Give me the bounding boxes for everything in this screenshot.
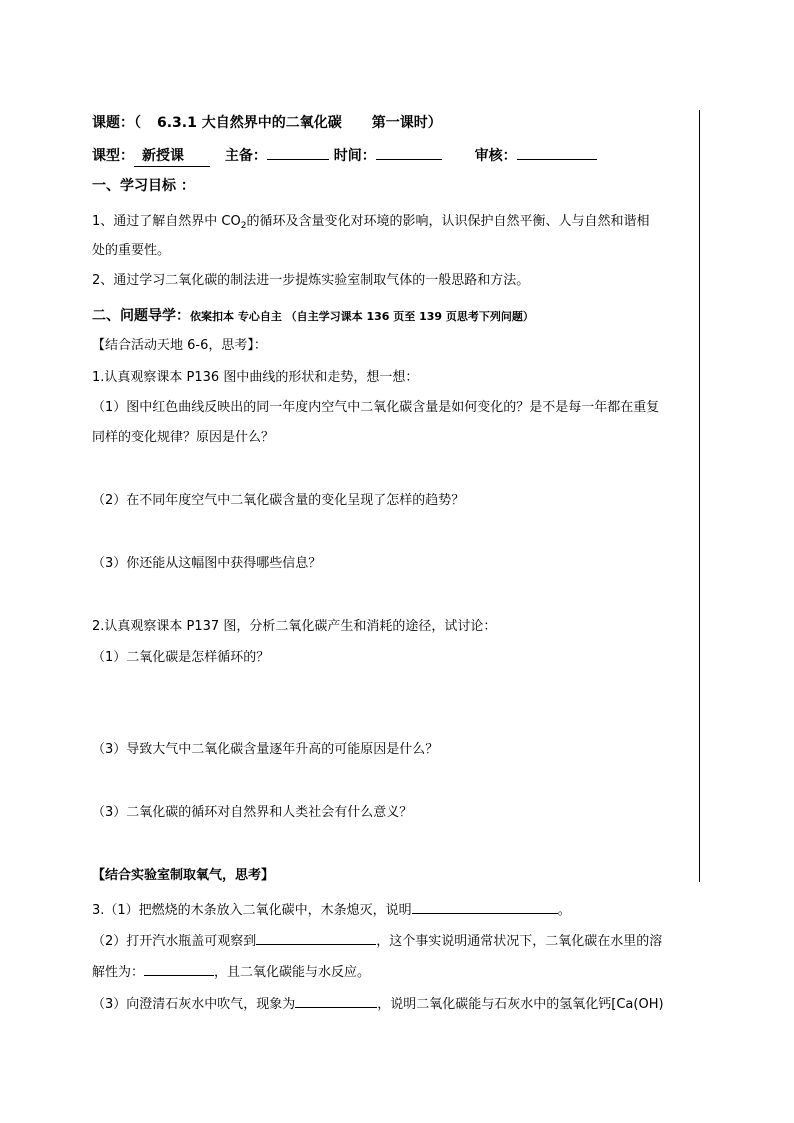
question-2-1: （1）二氧化碳是怎样循环的？ (92, 650, 270, 665)
goal2-line: 2、通过学习二氧化碳的制法进一步提炼实验室制取气体的一般思路和方法。 (92, 273, 530, 288)
section2-heading: 二、问题导学： (92, 308, 190, 324)
course-meta-line (92, 144, 597, 167)
question-1-1-cont: 同样的变化规律？原因是什么？ (92, 430, 275, 445)
author-label: 主备： (224, 148, 267, 164)
question-1-1: （1）图中红色曲线反映出的同一年度内空气中二氧化碳含量是如何变化的？是不是每一年都在重复 (92, 400, 660, 415)
goal1-line: 1、通过了解自然界中 $CO_2$的循环及含量变化对环境的影响，认识保护自然平衡、人与自然和谐相 (92, 214, 650, 231)
question-2: 2.认真观察课本 P137 图，分析二氧化碳产生和消耗的途径，试讨论： (92, 619, 497, 634)
question-1-3: （3）你还能从这幅图中获得哪些信息？ (92, 556, 322, 571)
course-lesson: 第一课时） (371, 115, 442, 131)
review-label: 审核： (474, 148, 517, 164)
course-title-line (92, 113, 442, 133)
course-code: 6.3.1 (157, 115, 197, 131)
goal1-line-cont: 处的重要性。 (92, 243, 171, 258)
section2-note: 依案扣本 专心自主 （自主学习课本 136 页至 139 页思考下列问题） (190, 310, 534, 323)
margin-rule (699, 110, 700, 882)
course-label: 课题：（ (92, 115, 141, 131)
question-3-1: 3.（1）把燃烧的木条放入二氧化碳中，木条熄灭，说明 。 (92, 898, 571, 921)
section1-heading: 一、学习目标 ： (92, 178, 195, 194)
type-value: 新授课 (134, 146, 210, 167)
question-3-3: （3）向澄清石灰水中吹气，现象为 ，说明二氧化碳能与石灰水中的氢氧化钙[Ca(OH) (92, 992, 664, 1015)
review-blank[interactable] (517, 144, 597, 160)
question-2-3b: （3）二氧化碳的循环对自然界和人类社会有什么意义？ (92, 805, 413, 820)
answer-blank-3-2a[interactable] (256, 929, 376, 945)
question-3-2-cont: 解性为： ，且二氧化碳能与水反应。 (92, 960, 370, 983)
answer-blank-3-3[interactable] (295, 992, 377, 1008)
question-1: 1.认真观察课本 P136 图中曲线的形状和走势，想一想： (92, 370, 419, 385)
answer-blank-3-2b[interactable] (144, 960, 214, 976)
question-2-3a: （3）导致大气中二氧化碳含量逐年升高的可能原因是什么？ (92, 742, 439, 757)
answer-blank-3-1[interactable] (412, 898, 558, 914)
time-label: 时间： (333, 148, 376, 164)
author-blank[interactable] (267, 144, 329, 160)
question-3-2: （2）打开汽水瓶盖可观察到 ，这个事实说明通常状况下，二氧化碳在水里的溶 (92, 929, 662, 952)
time-blank[interactable] (376, 144, 442, 160)
question-1-2: （2）在不同年度空气中二氧化碳含量的变化呈现了怎样的趋势？ (92, 493, 465, 508)
section2-heading-line (92, 306, 534, 327)
course-title: 大自然界中的二氧化碳 (201, 115, 342, 131)
type-label: 课型： (92, 148, 134, 164)
activity2-heading: 【结合实验室制取氧气，思考】 (92, 868, 275, 883)
activity1-heading: 【结合活动天地 6-6，思考】： (92, 338, 267, 353)
